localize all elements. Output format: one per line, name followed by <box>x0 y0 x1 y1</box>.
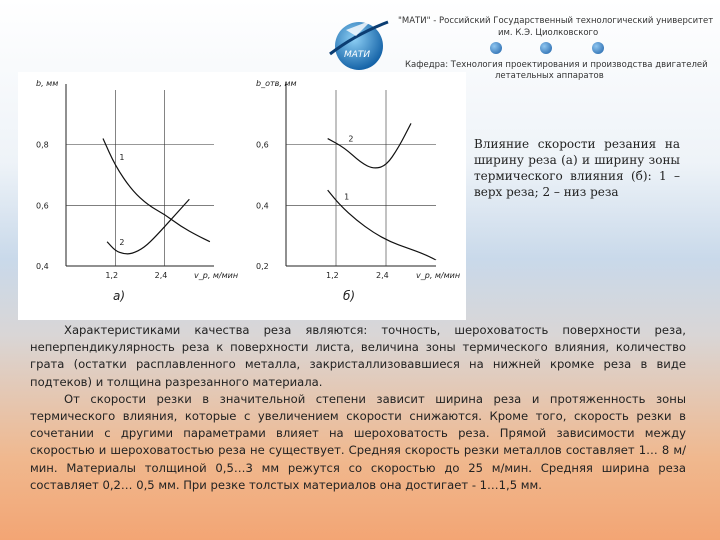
paragraph-1: Характеристиками качества реза являются: точность, шероховатость поверхности реза, неперпендикулярность реза к поверхности листа, величина зоны термического влияния, количество грата (остатки расплавленного металла, закристаллизовавшиеся на нижней кромке реза в виде подтеков) и толщина разрезанного материала. <box>30 323 686 389</box>
decor-dot-icon <box>540 42 552 54</box>
panel-label: а) <box>113 289 126 303</box>
x-tick-label: 2,4 <box>154 271 168 280</box>
series-label: 1 <box>344 192 350 202</box>
department-subname: летательных аппаратов <box>495 71 604 81</box>
y-tick-label: 0,4 <box>36 262 49 271</box>
series-line-2 <box>328 123 411 168</box>
series-label: 2 <box>348 134 354 144</box>
panel-label: б) <box>343 289 356 303</box>
y-axis-label: b, мм <box>36 79 59 88</box>
y-tick-label: 0,2 <box>256 262 269 271</box>
series-label: 1 <box>119 152 125 162</box>
charts-svg <box>18 72 466 320</box>
paragraph-2: От скорости резки в значительной степени зависит ширина реза и протяженность зоны термического влияния, которые с увеличением скорости снижаются. Кроме того, скорость резки в сочетании с другими параметрами влияет на шероховатость реза. Прямой зависимости между скоростью и шероховатостью реза не существует. Средняя скорость резки металлов составляет 1… 8 м/мин. Материалы толщиной 0,5…3 мм режутся со скоростью до 25 м/мин. Средняя ширина реза составляет 0,2… 0,5 мм. При резке толстых материалов она достигает - 1…1,5 мм. <box>30 391 686 492</box>
y-tick-label: 0,6 <box>256 140 269 150</box>
header <box>0 0 720 81</box>
y-axis-label: b_отв, мм <box>256 79 297 88</box>
series-label: 2 <box>119 237 125 247</box>
decor-dot-icon <box>490 42 502 54</box>
chart-panel <box>18 72 466 320</box>
mati-logo-icon <box>326 14 392 74</box>
university-subname: им. К.Э. Циолковского <box>498 28 599 38</box>
x-tick-label: 2,4 <box>376 271 389 280</box>
y-tick-label: 0,6 <box>36 201 49 211</box>
y-tick-label: 0,4 <box>256 201 269 211</box>
x-axis-label: v_р, м/мин <box>194 271 239 280</box>
logo-text: МАТИ <box>344 50 371 60</box>
body-text <box>30 322 686 494</box>
decor-dot-icon <box>592 42 604 54</box>
x-axis-label: v_р, м/мин <box>416 271 461 280</box>
x-tick-label: 1,2 <box>326 271 339 280</box>
x-tick-label: 1,2 <box>105 271 119 280</box>
university-name: "МАТИ" - Российский Государственный технологический университет <box>398 16 714 26</box>
department-name: Кафедра: Технология проектирования и производства двигателей <box>405 60 708 70</box>
figure-caption: Влияние скорости резания на ширину реза (а) и ширину зоны термического влияния (б): 1 – верх реза; 2 – низ реза <box>474 137 680 199</box>
y-tick-label: 0,8 <box>36 140 49 150</box>
